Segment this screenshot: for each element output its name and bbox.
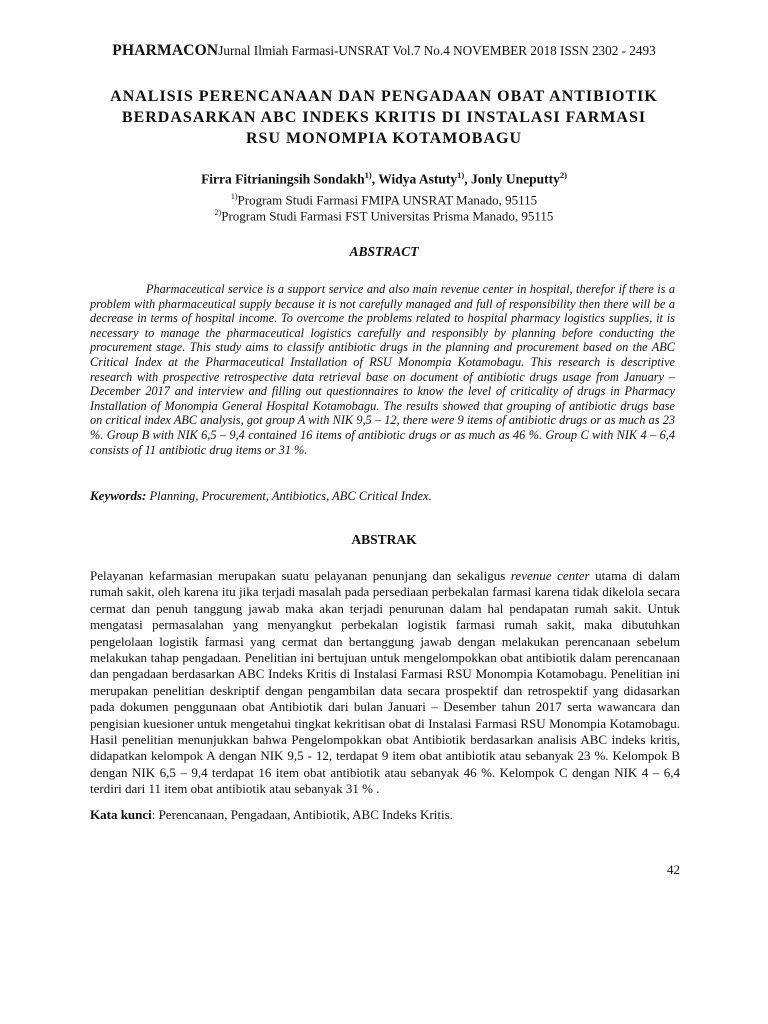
author-name: Firra Fitrianingsih Sondakh bbox=[201, 171, 365, 187]
abstract-heading: ABSTRACT bbox=[349, 244, 419, 259]
paper-title bbox=[60, 86, 708, 149]
author-affiliation-mark: 1) bbox=[457, 170, 465, 180]
title-line: RSU MONOMPIA KOTAMOBAGU bbox=[245, 130, 523, 147]
keywords bbox=[90, 488, 690, 504]
author-name: , Jonly Uneputty bbox=[464, 171, 560, 187]
affiliation-mark: 1) bbox=[230, 192, 238, 201]
keywords-label: Keywords: bbox=[90, 488, 147, 503]
affiliation-text: Program Studi Farmasi FMIPA UNSRAT Manado, 95115 bbox=[237, 192, 538, 208]
keywords-text: Planning, Procurement, Antibiotics, ABC Critical Index. bbox=[146, 489, 432, 503]
abstract-body: Pharmaceutical service is a support service and also main revenue center in hospital, therefor if there is a problem with pharmaceutical supply because it is not carefully managed and full of responsibility then there will be a decrease in terms of hospital income. To overcome the problems related to hospital pharmacy logistics supplies, it is necessary to manage the pharmaceutical logistics carefully and responsibly by planning before conducting the procurement stage. This study aims to classify antibiotic drugs in the planning and procurement based on the ABC Critical Index at the Pharmaceutical Installation of RSU Monompia Kotamobagu. This research is descriptive research with prospective retrospective data retrieval base on document of antibiotic drugs usage from January – December 2017 and interview and filling out questionnaires to know the level of criticality of drugs in Pharmacy Installation of Monompia General Hospital Kotamobagu. The results showed that grouping of antibiotic drugs base on critical index ABC analysis, got group A with NIK 9,5 – 12, there were 9 items of antibiotic drugs or as much as 23 %. Group B with NIK 6,5 – 9,4 contained 16 items of antibiotic drugs or as much as 46 %. Group C with NIK 4 – 6,4 consists of 11 antibiotic drug items or 31 %. bbox=[90, 282, 675, 457]
journal-brand: PHARMACON bbox=[112, 42, 219, 59]
title-line: ANALISIS PERENCANAAN DAN PENGADAAN OBAT ANTIBIOTIK bbox=[110, 88, 658, 105]
affiliation-2 bbox=[0, 208, 768, 224]
kata-kunci-label: Kata kunci bbox=[90, 807, 152, 822]
author-affiliation-mark: 2) bbox=[559, 170, 567, 180]
affiliation-mark: 2) bbox=[214, 208, 222, 217]
journal-header bbox=[0, 42, 768, 60]
abstrak-body bbox=[90, 568, 680, 798]
journal-info: Jurnal Ilmiah Farmasi-UNSRAT Vol.7 No.4 NOVEMBER 2018 ISSN 2302 - 2493 bbox=[218, 43, 656, 58]
affiliation-1 bbox=[0, 192, 768, 208]
kata-kunci bbox=[90, 807, 690, 823]
title-line: BERDASARKAN ABC INDEKS KRITIS DI INSTALASI FARMASI bbox=[121, 109, 647, 126]
affiliation-text: Program Studi Farmasi FST Universitas Prisma Manado, 95115 bbox=[221, 208, 554, 224]
abstrak-text: Pelayanan kefarmasian merupakan suatu pelayanan penunjang dan sekaligus bbox=[90, 568, 511, 583]
author-affiliation-mark: 1) bbox=[364, 170, 372, 180]
author-name: , Widya Astuty bbox=[371, 171, 458, 187]
abstrak-text: utama di dalam rumah sakit, oleh karena itu jika terjadi masalah pada persediaan perbekalan farmasi karena tidak dikelola secara cermat dan penuh tanggung jawab maka akan terjadi penurunan dalam hal pendapatan rumah sakit. Untuk mengatasi permasalahan yang menyangkut perbekalan logistik farmasi rumah sakit, maka dibutuhkan pengelolaan logistik farmasi yang cermat dan bertanggung jawab dengan melakukan perencanaan sebelum melakukan tahap pengadaan. Penelitian ini bertujuan untuk mengelompokkan obat antibiotik dalam perencanaan dan pengadaan berdasarkan ABC Indeks Kritis di Instalasi Farmasi RSU Monompia Kotamobagu. Penelitian ini merupakan penelitian deskriptif dengan pengambilan data secara prospektif dan retrospektif yang didasarkan pada dokumen penggunaan obat Antibiotik dari bulan Januari – Desember tahun 2017 serta wawancara dan pengisian kuesioner untuk mengetahui tingkat kekritisan obat di Instalasi Farmasi RSU Monompia Kotamobagu. Hasil penelitian menunjukkan bahwa Pengelompokkan obat Antibiotik berdasarkan analisis ABC indeks kritis, didapatkan kelompok A dengan NIK 9,5 - 12, terdapat 9 item obat antibiotik atau sebanyak 23 %. Kelompok B dengan NIK 6,5 – 9,4 terdapat 16 item obat antibiotik atau sebanyak 46 %. Kelompok C dengan NIK 4 – 6,4 terdiri dari 11 item obat antibiotik atau sebanyak 31 % . bbox=[90, 568, 681, 797]
page-number: 42 bbox=[667, 862, 680, 877]
abstrak-emphasis: revenue center bbox=[510, 568, 590, 583]
abstrak-heading: ABSTRAK bbox=[351, 532, 417, 547]
kata-kunci-text: : Perencanaan, Pengadaan, Antibiotik, ABC Indeks Kritis. bbox=[151, 807, 453, 822]
authors bbox=[0, 170, 768, 188]
